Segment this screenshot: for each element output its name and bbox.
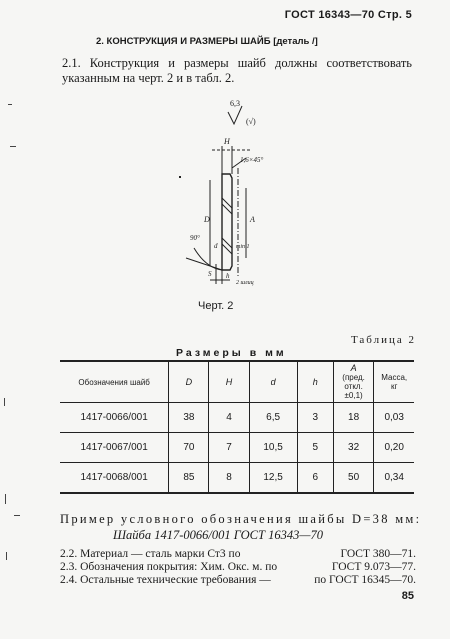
item-2-4-text: 2.4. Остальные технические требования — — [60, 574, 271, 586]
angle-leader — [186, 258, 222, 270]
min-label: min 1 — [236, 244, 250, 250]
section-title: 2. КОНСТРУКЦИЯ И РАЗМЕРЫ ШАЙБ [деталь /] — [96, 36, 318, 47]
item-2-4 — [60, 574, 416, 586]
page-number: 85 — [401, 590, 414, 602]
scan-mark — [8, 104, 12, 105]
cell-H: 7 — [209, 433, 249, 463]
dim-a-label: A — [250, 215, 255, 224]
scan-mark — [5, 494, 6, 504]
cell-D: 38 — [169, 403, 209, 433]
cell-h: 3 — [297, 403, 333, 433]
groove-label: 2 шлиц — [236, 280, 254, 286]
angle-label: 90° — [190, 234, 200, 242]
cell-D: 70 — [169, 433, 209, 463]
scan-mark — [6, 552, 7, 560]
dim-d-inner-label: d — [214, 242, 218, 250]
cell-designation: 1417-0068/001 — [60, 463, 169, 494]
table-row — [60, 463, 414, 494]
cell-A: 32 — [333, 433, 374, 463]
dimensions-table — [60, 360, 414, 494]
hatch-1 — [222, 198, 232, 208]
cell-d: 10,5 — [249, 433, 297, 463]
col-A-symbol: A — [350, 363, 357, 373]
hatch-2 — [222, 204, 232, 214]
figure-caption: Черт. 2 — [198, 300, 234, 312]
cell-designation: 1417-0066/001 — [60, 403, 169, 433]
dim-h-label: H — [224, 137, 230, 146]
scan-mark — [10, 146, 16, 147]
scan-mark — [4, 398, 5, 406]
slot-h-label: h — [226, 272, 230, 280]
chamfer-label: 1,6×45° — [240, 156, 264, 164]
cell-h: 5 — [297, 433, 333, 463]
cell-mass: 0,34 — [374, 463, 414, 494]
col-h: h — [297, 361, 333, 403]
paragraph-2-1 — [62, 56, 412, 86]
cell-H: 8 — [209, 463, 249, 494]
item-2-4-ref: по ГОСТ 16345—70. — [314, 574, 416, 586]
page-header: ГОСТ 16343—70 Стр. 5 — [284, 9, 412, 21]
example-designation: Шайба 1417-0066/001 ГОСТ 16343—70 — [113, 528, 323, 542]
col-A-note-2: откл. — [344, 382, 363, 391]
washer-section — [222, 174, 232, 270]
cell-designation: 1417-0067/001 — [60, 433, 169, 463]
col-A-note-3: ±0,1) — [344, 391, 363, 400]
cell-H: 4 — [209, 403, 249, 433]
col-mass-line-1: Масса, — [381, 373, 408, 382]
cell-D: 85 — [169, 463, 209, 494]
cell-mass: 0,03 — [374, 403, 414, 433]
paragraph-line-2: указанным на черт. 2 и в табл. 2. — [62, 71, 235, 85]
table-row — [60, 433, 414, 463]
washer-drawing — [150, 98, 300, 288]
col-d: d — [249, 361, 297, 403]
hatch-3 — [222, 238, 232, 248]
col-A-note-1: (пред. — [342, 373, 365, 382]
scan-mark — [14, 515, 20, 516]
table-row — [60, 403, 414, 433]
cell-h: 6 — [297, 463, 333, 494]
roughness-alt-label: (√) — [246, 117, 256, 126]
roughness-label: 6,3 — [230, 99, 240, 108]
table-header-row — [60, 361, 414, 403]
col-designation: Обозначения шайб — [60, 361, 169, 403]
item-2-3-text: 2.3. Обозначения покрытия: Хим. Окс. м. по — [60, 561, 278, 573]
cell-A: 18 — [333, 403, 374, 433]
item-2-2-text: 2.2. Материал — сталь марки Ст3 по — [60, 548, 241, 560]
slot-s-label: S — [208, 270, 212, 278]
col-mass — [374, 361, 414, 403]
cell-A: 50 — [333, 463, 374, 494]
item-2-2-ref: ГОСТ 380—71. — [340, 548, 416, 560]
angle-arc — [194, 248, 222, 270]
cell-mass: 0,20 — [374, 433, 414, 463]
col-A — [333, 361, 374, 403]
table-title: Размеры в мм — [176, 347, 287, 359]
item-2-3-ref: ГОСТ 9.073—77. — [331, 561, 416, 573]
roughness-symbol — [228, 106, 242, 124]
item-2-2 — [60, 548, 416, 560]
col-H: H — [209, 361, 249, 403]
item-2-3 — [60, 561, 416, 573]
col-D: D — [169, 361, 209, 403]
table-number: Таблица 2 — [350, 334, 416, 346]
col-mass-line-2: кг — [390, 382, 398, 391]
example-heading: Пример условного обозначения шайбы D=38 мм: — [60, 512, 422, 526]
dim-d-label: D — [204, 215, 210, 224]
cell-d: 6,5 — [249, 403, 297, 433]
paragraph-line-1: 2.1. Конструкция и размеры шайб должны соответствовать — [62, 56, 412, 70]
cell-d: 12,5 — [249, 463, 297, 494]
hatch-4 — [222, 244, 232, 254]
